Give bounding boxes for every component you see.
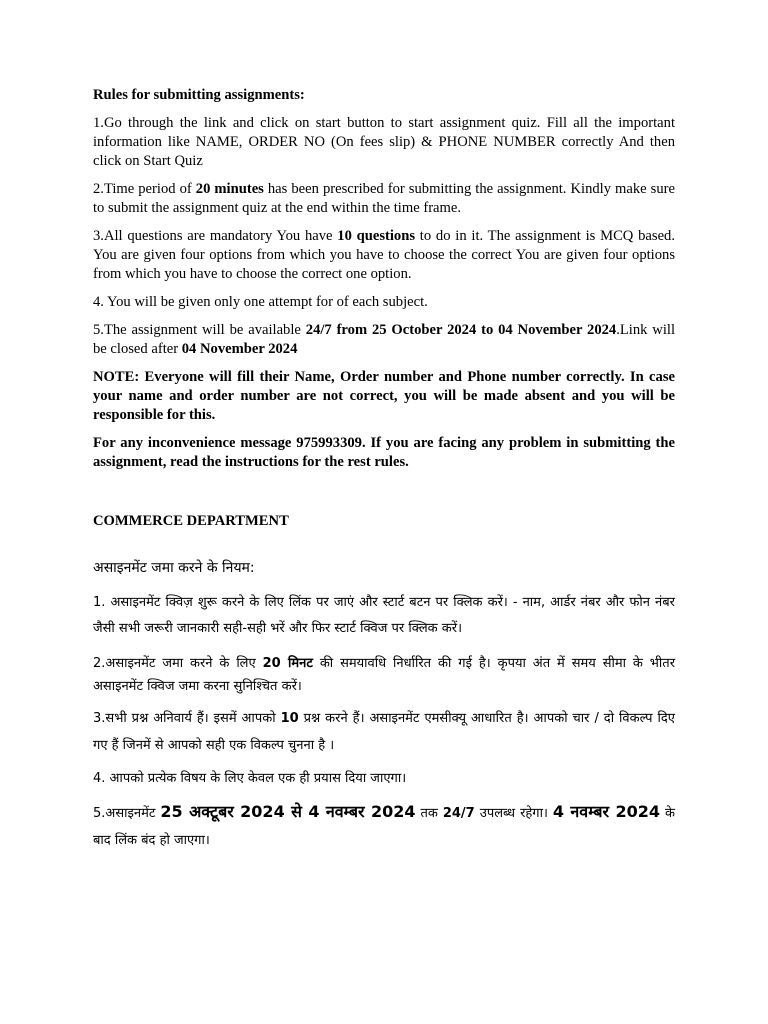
hindi-rule-1: 1. असाइनमेंट क्विज़ शुरू करने के लिए लिंक पर जाएं और स्टार्ट बटन पर क्लिक करें। - नाम, आर्डर नंबर और फोन नंबर जैसी सभी जरूरी जानकारी सही-सही भरें और फिर स्टार्ट क्विज पर क्लिक करें। xyxy=(93,595,675,636)
english-inconvenience: For any inconvenience message 975993309. If you are facing any problem in submitting the assignment, read the instructions for the rest rules. xyxy=(93,435,675,470)
english-heading: Rules for submitting assignments: xyxy=(93,87,305,103)
hindi-rule-2: 2.असाइनमेंट जमा करने के लिए 20 मिनट की समयावधि निर्धारित की गई है। कृपया अंत में समय सीमा के भीतर असाइनमेंट क्विज जमा करना सुनिश्चित करें। xyxy=(93,656,676,694)
hindi-rule-5: 5.असाइनमेंट 25 अक्टूबर 2024 से 4 नवम्बर 2024 तक 24/7 उपलब्ध रहेगा। 4 नवम्बर 2024 के बाद लिंक बंद हो जाएगा। xyxy=(93,802,675,848)
hindi-rule-3: 3.सभी प्रश्न अनिवार्य हैं। इसमें आपको 10 प्रश्न करने हैं। असाइनमेंट एमसीक्यू आधारित है। आपको चार / दो विकल्प दिए गए हैं जिनमें से आपको सही एक विकल्प चुनना है । xyxy=(93,711,675,753)
english-rule-5: 5.The assignment will be available 24/7 from 25 October 2024 to 04 November 2024.Link will be closed after 04 November 2024 xyxy=(93,322,675,357)
english-rule-3: 3.All questions are mandatory You have 10 questions to do in it. The assignment is MCQ based. You are given four options from which you have to choose the correct You are given four options from which you have to choose the correct one option. xyxy=(93,228,675,282)
english-rules xyxy=(93,86,675,531)
english-rule-1: 1.Go through the link and click on start button to start assignment quiz. Fill all the important information like NAME, ORDER NO (On fees slip) & PHONE NUMBER correctly And then click on Start Quiz xyxy=(93,115,675,169)
department-label: COMMERCE DEPARTMENT xyxy=(93,513,289,529)
english-rule-4: 4. You will be given only one attempt for of each subject. xyxy=(93,294,428,310)
english-note: NOTE: Everyone will fill their Name, Order number and Phone number correctly. In case your name and order number are not correct, you will be made absent and you will be responsible for this. xyxy=(93,369,675,423)
hindi-rule-4: 4. आपको प्रत्येक विषय के लिए केवल एक ही प्रयास दिया जाएगा। xyxy=(93,771,407,786)
hindi-heading: असाइनमेंट जमा करने के नियम: xyxy=(93,560,255,576)
document-page xyxy=(93,86,675,854)
english-rule-2: 2.Time period of 20 minutes has been prescribed for submitting the assignment. Kindly make sure to submit the assignment quiz at the end within the time frame. xyxy=(93,181,675,216)
hindi-rules xyxy=(93,557,675,854)
